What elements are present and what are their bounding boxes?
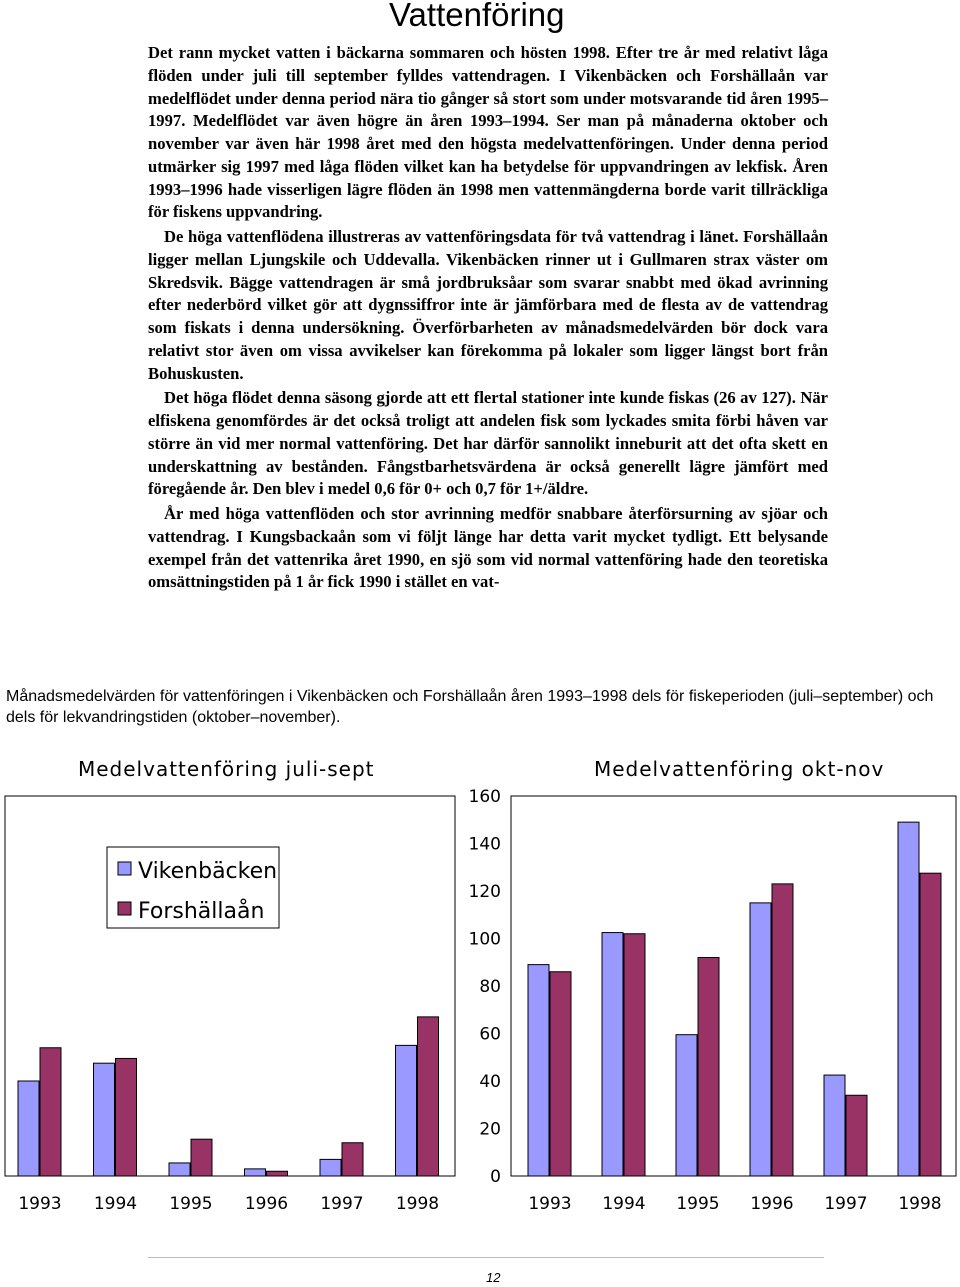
x-tick-label: 1996 [750, 1194, 794, 1214]
bar-forshllan-1995 [191, 1139, 212, 1176]
bar-vikenbcken-1996 [750, 903, 771, 1176]
chart-title-okt-nov: Medelvattenföring okt-nov [594, 757, 885, 781]
footer-divider [148, 1257, 824, 1258]
chart-title-juli-sept: Medelvattenföring juli-sept [78, 757, 375, 781]
paragraph: År med höga vattenflöden och stor avrinning medför snabbare återförsurning av sjöar och vattendrag. I Kungsbackaån som vi följt länge har detta varit mycket tydligt. Ett belysande exempel från det vattenrika året 1990, en sjö som vid normal vattenföring hade den teoretiska omsättningstiden på 1 år fick 1990 i stället en vat- [148, 504, 828, 592]
bar-vikenbcken-1997 [824, 1075, 845, 1176]
bar-vikenbcken-1993 [528, 965, 549, 1176]
x-tick-label: 1995 [676, 1194, 720, 1214]
legend-label: Vikenbäcken [138, 859, 278, 884]
bar-vikenbcken-1994 [602, 933, 623, 1176]
bar-forshllan-1998 [418, 1017, 439, 1176]
bar-forshllan-1997 [846, 1095, 867, 1176]
bar-forshllan-1993 [40, 1048, 61, 1176]
bar-forshllan-1994 [624, 934, 645, 1176]
x-tick-label: 1994 [93, 1194, 138, 1214]
bar-vikenbcken-1997 [320, 1159, 341, 1176]
y-tick-label: 20 [479, 1119, 501, 1140]
legend-swatch-1 [118, 902, 131, 915]
y-tick-label: 80 [479, 977, 501, 997]
y-tick-label: 100 [468, 929, 501, 950]
x-tick-label: 1998 [395, 1194, 440, 1214]
paragraph: Det höga flödet denna säsong gjorde att ett flertal stationer inte kunde fiskas (26 av 127). När elfiskena genomfördes är det också troligt att andelen fisk som lyckades smita förbi håven var större än vid mer normal vattenföring. Det har därför sannolikt inneburit att det ofta skett en underskattning av bestånden. Fångstbarhetsvärdena är också generellt lägre jämfört med föregående år. Den blev i medel 0,6 för 0+ och 0,7 för 1+/äldre. [148, 388, 828, 499]
legend-label: Forshällaån [138, 899, 265, 924]
bar-forshllan-1996 [772, 884, 793, 1176]
figure-caption: Månadsmedelvärden för vattenföringen i Vikenbäcken och Forshällaån åren 1993–1998 dels för fiskeperioden (juli–september) och dels för lekvandringstiden (oktober–november). [6, 688, 934, 726]
bar-vikenbcken-1998 [396, 1045, 417, 1176]
x-tick-label: 1993 [18, 1194, 62, 1214]
bar-forshllan-1994 [116, 1058, 137, 1176]
y-tick-label: 60 [479, 1024, 501, 1045]
paragraph: De höga vattenflödena illustreras av vattenföringsdata för två vattendrag i länet. Forshällaån ligger mellan Ljungskile och Uddevalla. Vikenbäcken rinner ut i Gullmaren strax väster om Skredsvik. Bägge vattendragen är små jordbruksåar som svarar snabbt med ökad avrinning efter nederbörd vilket gör att dygnssiffror inte är jämförbara med de flesta av de vattendrag som fiskats i denna undersökning. Överförbarheten av månadsmedelvärden bör dock vara relativt stor även om vissa avvikelser kan förekomma på lokaler som ligger längst bort från Bohuskusten. [148, 227, 828, 383]
bar-forshllan-1995 [698, 958, 719, 1177]
y-tick-label: 40 [479, 1072, 501, 1092]
bar-forshllan-1996 [267, 1171, 288, 1176]
x-tick-label: 1998 [898, 1194, 942, 1214]
bar-forshllan-1993 [550, 972, 571, 1176]
y-tick-label: 160 [468, 787, 501, 807]
x-tick-label: 1995 [169, 1194, 213, 1214]
x-tick-label: 1997 [824, 1194, 868, 1214]
bar-vikenbcken-1998 [898, 822, 919, 1176]
bar-forshllan-1997 [342, 1143, 363, 1176]
x-tick-label: 1997 [320, 1194, 364, 1214]
x-tick-label: 1996 [244, 1194, 289, 1214]
plot-area [511, 796, 956, 1176]
bar-vikenbcken-1993 [18, 1081, 39, 1176]
page-number: 12 [486, 1270, 501, 1285]
y-tick-label: 120 [468, 882, 501, 902]
bar-vikenbcken-1996 [245, 1169, 266, 1176]
y-tick-label: 0 [490, 1167, 501, 1187]
x-tick-label: 1994 [602, 1194, 646, 1214]
bar-vikenbcken-1994 [94, 1063, 115, 1176]
bar-vikenbcken-1995 [676, 1035, 697, 1176]
x-tick-label: 1993 [528, 1194, 572, 1214]
legend-swatch-0 [118, 862, 131, 875]
y-tick-label: 140 [468, 834, 501, 855]
page-title: Vattenföring [389, 0, 565, 33]
bar-forshllan-1998 [920, 873, 941, 1176]
paragraph: Det rann mycket vatten i bäckarna sommaren och hösten 1998. Efter tre år med relativt låga flöden under juli till september fylldes vattendragen. I Vikenbäcken och Forshällaån var medelflödet under denna period nära tio gånger så stort som under motsvarande tid åren 1995–1997. Medelflödet var även högre än åren 1993–1994. Ser man på månaderna oktober och november var även här 1998 året med den högsta medelvattenföringen. Under denna period utmärker sig 1997 med låga flöden vilket kan ha betydelse för uppvandringen av lekfisk. Åren 1993–1996 hade visserligen lägre flöden än 1998 men vattenmängderna borde varit tillräckliga för fiskens uppvandring. [148, 43, 828, 222]
bar-vikenbcken-1995 [169, 1163, 190, 1176]
